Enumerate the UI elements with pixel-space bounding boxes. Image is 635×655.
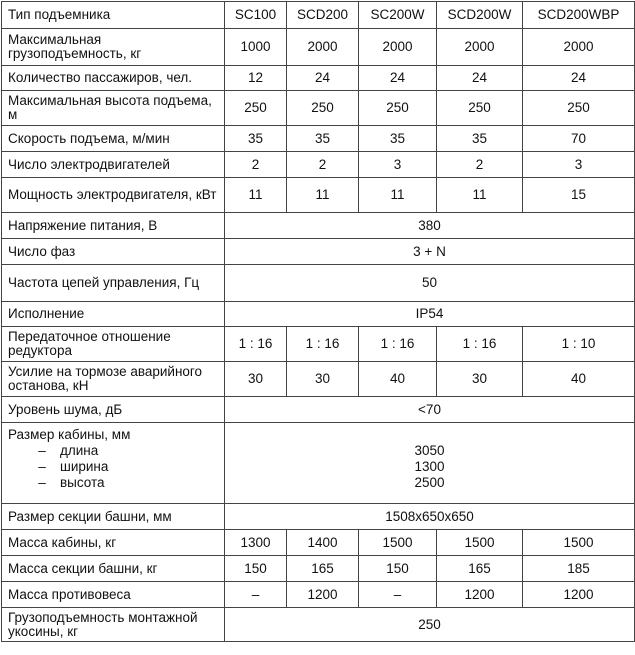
cell-value: 2000	[359, 29, 437, 66]
cell-value: 1300	[414, 459, 445, 474]
table-row	[2, 608, 635, 642]
table-row	[2, 265, 635, 302]
cell-value: 35	[225, 126, 287, 152]
table-row	[2, 302, 635, 327]
cell-value: 11	[359, 178, 437, 213]
table-row	[2, 556, 635, 582]
cell-value: 35	[437, 126, 523, 152]
table-row	[2, 504, 635, 530]
row-label: Исполнение	[2, 302, 225, 327]
cell-value: 1 : 16	[225, 327, 287, 362]
cell-value: 35	[287, 126, 359, 152]
cabin-sub-item	[8, 443, 218, 459]
table-row	[2, 152, 635, 178]
cell-value: 1200	[287, 582, 359, 608]
cell-value: 1500	[523, 530, 635, 556]
merged-value: IP54	[225, 302, 635, 327]
table-row	[2, 91, 635, 126]
table-row	[2, 327, 635, 362]
cell-value: 185	[523, 556, 635, 582]
sub-label: ширина	[60, 459, 109, 474]
table-row	[2, 2, 635, 29]
header-label: Тип подъемника	[2, 2, 225, 29]
row-label: Напряжение питания, В	[2, 213, 225, 239]
table-row	[2, 126, 635, 152]
merged-value: 50	[225, 265, 635, 302]
row-label: Максимальная грузоподъемность, кг	[2, 29, 225, 66]
dash-marker: –	[38, 475, 46, 490]
cell-value: 40	[523, 362, 635, 397]
cell-value: –	[359, 582, 437, 608]
merged-value: 3 + N	[225, 239, 635, 265]
table-row	[2, 423, 635, 504]
row-label: Грузоподъемность монтажной укосины, кг	[2, 608, 225, 642]
cell-value: 70	[523, 126, 635, 152]
row-label: Частота цепей управления, Гц	[2, 265, 225, 302]
row-label: Мощность электродвигателя, кВт	[2, 178, 225, 213]
table-row	[2, 397, 635, 423]
cell-value: 35	[359, 126, 437, 152]
cell-value: 12	[225, 66, 287, 91]
cell-value: 2	[437, 152, 523, 178]
row-label: Передаточное отношение редуктора	[2, 327, 225, 362]
dash-marker: –	[38, 459, 46, 474]
row-label: Количество пассажиров, чел.	[2, 66, 225, 91]
cell-value: 1500	[437, 530, 523, 556]
row-label: Размер секции башни, мм	[2, 504, 225, 530]
cell-value: 11	[437, 178, 523, 213]
cell-value: 3	[523, 152, 635, 178]
cabin-size-cell	[2, 423, 225, 504]
cell-value: 24	[523, 66, 635, 91]
table-row	[2, 239, 635, 265]
merged-value: 380	[225, 213, 635, 239]
cell-value: 1300	[225, 530, 287, 556]
cell-value: 1200	[523, 582, 635, 608]
cell-value: 1 : 16	[287, 327, 359, 362]
cell-value: 3	[359, 152, 437, 178]
cell-value: 24	[359, 66, 437, 91]
cell-value: 30	[287, 362, 359, 397]
cell-value: 165	[287, 556, 359, 582]
table-row	[2, 178, 635, 213]
model-header: SCD200WBP	[523, 2, 635, 29]
dash-marker: –	[38, 443, 46, 458]
cell-value: 30	[437, 362, 523, 397]
specifications-table	[1, 1, 635, 642]
row-label: Размер кабины, мм	[8, 427, 131, 442]
cell-value: 1 : 16	[437, 327, 523, 362]
cell-value: 11	[225, 178, 287, 213]
cell-value: 1400	[287, 530, 359, 556]
cell-value: 150	[225, 556, 287, 582]
cell-value: 1 : 16	[359, 327, 437, 362]
cabin-sub-item	[8, 475, 218, 491]
row-label: Масса кабины, кг	[2, 530, 225, 556]
cell-value: 2	[287, 152, 359, 178]
table-row	[2, 362, 635, 397]
cabin-sub-item	[8, 459, 218, 475]
cell-value: 1500	[359, 530, 437, 556]
table-row	[2, 213, 635, 239]
cell-value: 15	[523, 178, 635, 213]
row-label: Уровень шума, дБ	[2, 397, 225, 423]
model-header: SC200W	[359, 2, 437, 29]
cell-value: 165	[437, 556, 523, 582]
cell-value: 250	[359, 91, 437, 126]
sub-label: высота	[60, 475, 105, 490]
row-label: Скорость подъема, м/мин	[2, 126, 225, 152]
model-header: SCD200	[287, 2, 359, 29]
cell-value: 1 : 10	[523, 327, 635, 362]
cell-value: 2000	[287, 29, 359, 66]
model-header: SC100	[225, 2, 287, 29]
cell-value: 1200	[437, 582, 523, 608]
cell-value: 250	[287, 91, 359, 126]
cell-value: –	[225, 582, 287, 608]
cell-value: 30	[225, 362, 287, 397]
cell-value: 250	[225, 91, 287, 126]
row-label: Число фаз	[2, 239, 225, 265]
cell-value: 24	[287, 66, 359, 91]
row-label: Максимальная высота подъема, м	[2, 91, 225, 126]
table-row	[2, 530, 635, 556]
cell-value: 2500	[414, 475, 445, 490]
cell-value: 40	[359, 362, 437, 397]
row-label: Усилие на тормозе аварийного останова, кН	[2, 362, 225, 397]
cell-value: 1000	[225, 29, 287, 66]
cell-value: 2000	[437, 29, 523, 66]
cell-value: 250	[437, 91, 523, 126]
table-row	[2, 66, 635, 91]
merged-value: <70	[225, 397, 635, 423]
sub-label: длина	[60, 443, 99, 458]
table-row	[2, 29, 635, 66]
cell-value: 11	[287, 178, 359, 213]
merged-value: 1508x650x650	[225, 504, 635, 530]
cell-value: 2000	[523, 29, 635, 66]
model-header: SCD200W	[437, 2, 523, 29]
cell-value: 150	[359, 556, 437, 582]
row-label: Масса секции башни, кг	[2, 556, 225, 582]
row-label: Масса противовеса	[2, 582, 225, 608]
cell-value: 250	[523, 91, 635, 126]
cell-value: 24	[437, 66, 523, 91]
cell-value: 2	[225, 152, 287, 178]
merged-value: 250	[225, 608, 635, 642]
cabin-dimensions	[225, 423, 635, 504]
cell-value: 3050	[414, 443, 445, 458]
table-row	[2, 582, 635, 608]
row-label: Число электродвигателей	[2, 152, 225, 178]
